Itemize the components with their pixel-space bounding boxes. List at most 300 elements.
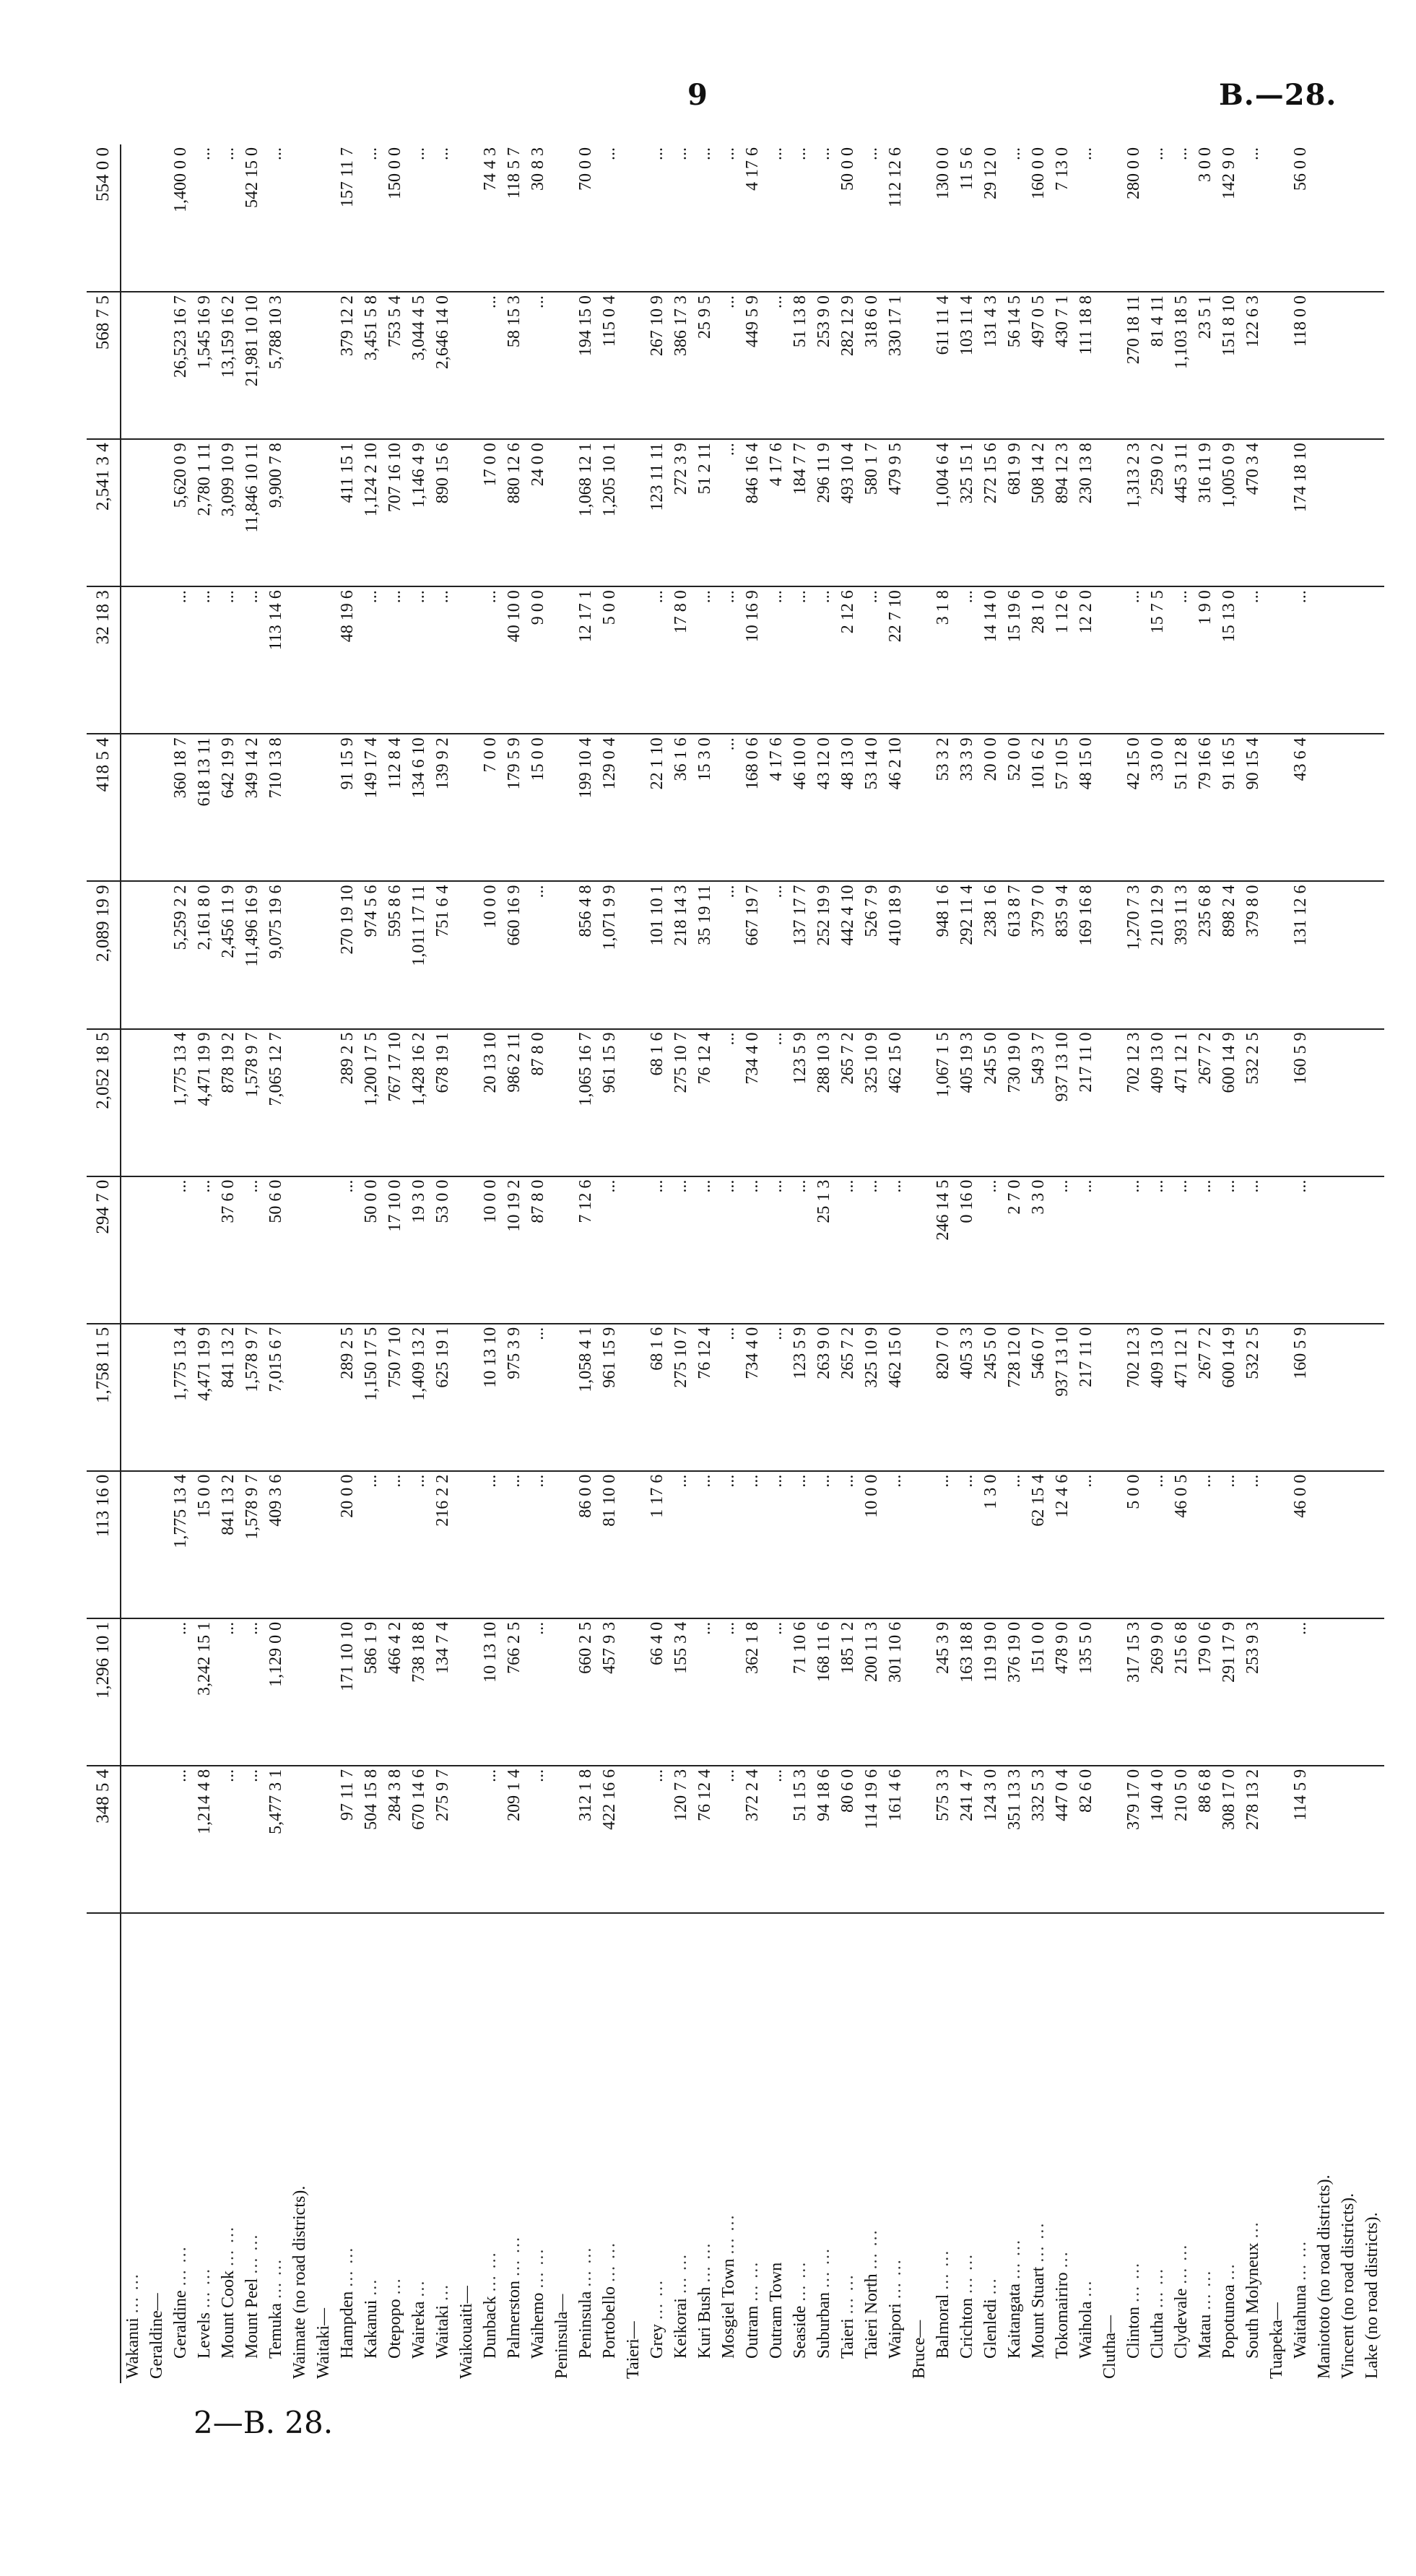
leader-dots: ... ... [338, 2246, 357, 2287]
value-cell: ... [789, 1176, 812, 1324]
district-name-cell [1003, 1913, 1027, 2383]
value-cell: 150 0 0 [383, 144, 407, 292]
district-name-cell [955, 1913, 979, 2383]
value-cell: 379 17 0 [1122, 1766, 1146, 1913]
value-cell: 284 3 8 [383, 1766, 407, 1913]
value-cell: 87 8 0 [526, 1029, 550, 1176]
value-cell: ... [765, 586, 789, 734]
value-cell: 278 13 2 [1241, 1766, 1265, 1913]
value-cell: ... [955, 586, 979, 734]
value-cell: ... [407, 586, 431, 734]
leader-dots: ... ... [266, 2258, 285, 2299]
value-cell: 51 15 3 [789, 1766, 812, 1913]
value-cell: ... [1003, 1471, 1027, 1618]
district-row [1289, 144, 1313, 2383]
district-name: Temuka [266, 2303, 285, 2359]
value-cell: 129 0 4 [598, 734, 622, 881]
leader-dots: ... ... [672, 2253, 690, 2294]
value-cell: 3 3 0 [1027, 1176, 1051, 1324]
county-row [312, 144, 336, 2383]
value-cell: 135 5 0 [1074, 1618, 1098, 1766]
value-cell: 70 0 0 [574, 144, 598, 292]
value-cell [908, 1618, 931, 1766]
district-name-cell [288, 1913, 312, 2383]
value-cell: 40 10 0 [503, 586, 526, 734]
district-name: Waihola [1077, 2301, 1095, 2359]
value-cell: 253 9 3 [1241, 1618, 1265, 1766]
value-cell: ... [240, 1176, 264, 1324]
value-cell [908, 881, 931, 1028]
value-cell: 58 15 3 [503, 292, 526, 439]
value-cell: 17 8 0 [669, 586, 693, 734]
value-cell: ... [717, 1324, 741, 1471]
value-cell: 160 5 9 [1289, 1324, 1313, 1471]
value-cell: 57 10 5 [1051, 734, 1074, 881]
value-cell: 678 19 1 [431, 1029, 455, 1176]
value-cell: ... [479, 586, 503, 734]
value-cell: 835 9 4 [1051, 881, 1074, 1028]
value-cell: 3 1 8 [931, 586, 955, 734]
value-cell [1360, 1471, 1384, 1618]
value-cell: ... [812, 586, 836, 734]
value-cell [145, 1618, 169, 1766]
district-name-cell [240, 1913, 264, 2383]
value-cell: 379 7 0 [1027, 881, 1051, 1028]
value-cell: 134 6 10 [407, 734, 431, 881]
value-cell: 68 1 6 [646, 1324, 669, 1471]
value-cell: 194 15 0 [574, 292, 598, 439]
value-cell: 1,775 13 4 [169, 1471, 193, 1618]
district-name-cell [431, 1913, 455, 2383]
value-cell: 123 5 9 [789, 1324, 812, 1471]
leader-dots: ... ... [1172, 2243, 1191, 2284]
value-cell [121, 144, 145, 292]
value-cell: 1,011 17 11 [407, 881, 431, 1028]
value-cell: ... [1241, 144, 1265, 292]
value-cell [288, 1176, 312, 1324]
value-cell: ... [1003, 144, 1027, 292]
value-cell [1098, 439, 1122, 586]
value-cell [312, 1176, 336, 1324]
value-cell: 130 0 0 [931, 144, 955, 292]
value-cell: 600 14 9 [1217, 1324, 1241, 1471]
total-cell: 2,541 3 4 [87, 439, 121, 586]
value-cell [1360, 1618, 1384, 1766]
value-cell: 157 11 7 [336, 144, 360, 292]
value-cell: 199 10 4 [574, 734, 598, 881]
value-cell: ... [431, 586, 455, 734]
value-cell [1313, 1176, 1337, 1324]
value-cell: ... [979, 1176, 1003, 1324]
value-cell [1337, 1471, 1360, 1618]
value-cell: ... [407, 144, 431, 292]
district-name-cell [1265, 1913, 1289, 2383]
value-cell: 504 15 8 [360, 1766, 383, 1913]
value-cell [145, 734, 169, 881]
value-cell: 101 6 2 [1027, 734, 1051, 881]
value-cell: ... [836, 1471, 860, 1618]
value-cell: ... [1217, 1176, 1241, 1324]
value-cell: ... [1217, 1471, 1241, 1618]
value-cell: 111 18 8 [1074, 292, 1098, 439]
value-cell: ... [1051, 1176, 1074, 1324]
value-cell: 56 14 5 [1003, 292, 1027, 439]
district-name-cell [908, 1913, 931, 2383]
value-cell: 168 11 6 [812, 1618, 836, 1766]
value-cell: 447 0 4 [1051, 1766, 1074, 1913]
district-name: Hampden [338, 2291, 357, 2359]
district-name: Taieri North [862, 2273, 881, 2359]
value-cell [455, 1324, 479, 1471]
value-cell: 1 12 6 [1051, 586, 1074, 734]
value-cell: 252 19 9 [812, 881, 836, 1028]
value-cell: 445 3 11 [1170, 439, 1194, 586]
value-cell: ... [526, 881, 550, 1028]
road-district-returns-table [87, 144, 1384, 2383]
value-cell: 542 15 0 [240, 144, 264, 292]
value-cell: 3,451 5 8 [360, 292, 383, 439]
district-name: Dunback [481, 2296, 500, 2359]
value-cell: 263 9 0 [812, 1324, 836, 1471]
value-cell: 275 10 7 [669, 1324, 693, 1471]
district-name-cell [1360, 1913, 1384, 2383]
leader-dots: ... [981, 2277, 1000, 2295]
district-name-cell [503, 1913, 526, 2383]
value-cell [145, 1471, 169, 1618]
value-cell [288, 1029, 312, 1176]
value-cell: 19 3 0 [407, 1176, 431, 1324]
leader-dots: ... ... [481, 2251, 500, 2292]
value-cell: 272 15 6 [979, 439, 1003, 586]
value-cell: 20 0 0 [336, 1471, 360, 1618]
county-row [1313, 144, 1337, 2383]
district-row [979, 144, 1003, 2383]
value-cell: ... [479, 292, 503, 439]
total-cell: 32 18 3 [87, 586, 121, 734]
district-name: Tuapeka— [1267, 2302, 1286, 2379]
value-cell: 292 11 4 [955, 881, 979, 1028]
value-cell: 134 7 4 [431, 1618, 455, 1766]
value-cell [622, 1029, 646, 1176]
value-cell: ... [955, 1471, 979, 1618]
value-cell: 1,150 17 5 [360, 1324, 383, 1471]
county-row [1360, 144, 1384, 2383]
value-cell: ... [884, 1176, 908, 1324]
value-cell: 1,058 4 1 [574, 1324, 598, 1471]
district-name-cell [1313, 1913, 1337, 2383]
value-cell: 29 12 0 [979, 144, 1003, 292]
leader-dots: ... [386, 2277, 404, 2295]
value-cell: 3,242 15 1 [193, 1618, 217, 1766]
value-cell: 5,788 10 3 [264, 292, 288, 439]
value-cell: 372 2 4 [741, 1766, 765, 1913]
value-cell: 74 4 3 [479, 144, 503, 292]
value-cell: 21,981 10 10 [240, 292, 264, 439]
value-cell: 139 9 2 [431, 734, 455, 881]
value-cell [1098, 586, 1122, 734]
value-cell [455, 881, 479, 1028]
value-cell [622, 586, 646, 734]
value-cell [1098, 1471, 1122, 1618]
value-cell: 11 5 6 [955, 144, 979, 292]
value-cell: 856 4 8 [574, 881, 598, 1028]
value-cell: ... [789, 144, 812, 292]
leader-dots: ... [1220, 2263, 1238, 2281]
value-cell [312, 1618, 336, 1766]
value-cell: 728 12 0 [1003, 1324, 1027, 1471]
district-row [1074, 144, 1098, 2383]
value-cell: ... [669, 1471, 693, 1618]
district-name-cell [193, 1913, 217, 2383]
totals-row [87, 144, 121, 2383]
district-name-cell [217, 1913, 240, 2383]
county-row [145, 144, 169, 2383]
district-name: Clinton [1124, 2306, 1143, 2359]
leader-dots: ... ... [600, 2242, 619, 2282]
value-cell [1337, 1324, 1360, 1471]
value-cell [1098, 1029, 1122, 1176]
value-cell: ... [860, 1176, 884, 1324]
district-row [789, 144, 812, 2383]
value-cell: 670 14 6 [407, 1766, 431, 1913]
total-cell: 2,052 18 5 [87, 1029, 121, 1176]
value-cell: 526 7 9 [860, 881, 884, 1028]
district-row [669, 144, 693, 2383]
district-name: Vincent (no road districts). [1339, 2193, 1358, 2379]
district-name: Mount Peel [243, 2278, 261, 2359]
value-cell: 94 18 6 [812, 1766, 836, 1913]
value-cell: 586 1 9 [360, 1618, 383, 1766]
district-name: Glenledi [981, 2299, 1000, 2359]
leader-dots: ... [1243, 2221, 1262, 2239]
value-cell [145, 439, 169, 586]
value-cell [455, 1471, 479, 1618]
value-cell: 422 16 6 [598, 1766, 622, 1913]
value-cell: 308 17 0 [1217, 1766, 1241, 1913]
leader-dots: ... ... [815, 2247, 833, 2288]
value-cell: 80 6 0 [836, 1766, 860, 1913]
value-cell [145, 1766, 169, 1913]
value-cell [455, 292, 479, 439]
district-name: Balmoral [934, 2294, 952, 2359]
value-cell: 52 0 0 [1003, 734, 1027, 881]
value-cell: 15 13 0 [1217, 586, 1241, 734]
returns-table-frame [87, 144, 1381, 2383]
value-cell: 316 11 9 [1194, 439, 1217, 586]
value-cell: 10 19 2 [503, 1176, 526, 1324]
district-row [336, 144, 360, 2383]
value-cell: 1,146 4 9 [407, 439, 431, 586]
value-cell: 986 2 11 [503, 1029, 526, 1176]
value-cell [121, 1324, 145, 1471]
value-cell: 1,545 16 9 [193, 292, 217, 439]
value-cell: 51 2 11 [693, 439, 717, 586]
value-cell: 22 1 10 [646, 734, 669, 881]
district-name: Waimate (no road districts). [290, 2185, 309, 2379]
value-cell: 140 4 0 [1146, 1766, 1170, 1913]
county-row [121, 144, 145, 2383]
value-cell [1265, 1029, 1289, 1176]
value-cell [288, 586, 312, 734]
value-cell: 449 5 9 [741, 292, 765, 439]
value-cell: 122 6 3 [1241, 292, 1265, 439]
district-name-cell [765, 1913, 789, 2383]
district-row [1194, 144, 1217, 2383]
district-name-cell [741, 1913, 765, 2383]
value-cell: ... [693, 1471, 717, 1618]
value-cell [622, 881, 646, 1028]
leader-dots: ... ... [1148, 2268, 1167, 2308]
value-cell [1313, 292, 1337, 439]
value-cell [1098, 1324, 1122, 1471]
value-cell: 411 15 1 [336, 439, 360, 586]
value-cell: ... [1194, 1471, 1217, 1618]
value-cell: 766 2 5 [503, 1618, 526, 1766]
value-cell: 13,159 16 2 [217, 292, 240, 439]
value-cell: 265 7 2 [836, 1324, 860, 1471]
district-row [884, 144, 908, 2383]
value-cell: 1,400 0 0 [169, 144, 193, 292]
county-row [622, 144, 646, 2383]
district-row [1241, 144, 1265, 2383]
value-cell: 253 9 0 [812, 292, 836, 439]
value-cell: 245 3 9 [931, 1618, 955, 1766]
value-cell: 118 5 7 [503, 144, 526, 292]
district-name-cell [479, 1913, 503, 2383]
value-cell: 667 19 7 [741, 881, 765, 1028]
value-cell: 1,065 16 7 [574, 1029, 598, 1176]
total-cell: 113 16 0 [87, 1471, 121, 1618]
value-cell: 734 4 0 [741, 1324, 765, 1471]
value-cell: 750 7 10 [383, 1324, 407, 1471]
value-cell: ... [193, 144, 217, 292]
value-cell: ... [717, 1029, 741, 1176]
value-cell [908, 439, 931, 586]
value-cell: ... [1074, 1176, 1098, 1324]
value-cell: 681 9 9 [1003, 439, 1027, 586]
value-cell: 595 8 6 [383, 881, 407, 1028]
value-cell: 114 5 9 [1289, 1766, 1313, 1913]
value-cell: ... [717, 1618, 741, 1766]
value-cell: 301 10 6 [884, 1618, 908, 1766]
value-cell: 5,259 2 2 [169, 881, 193, 1028]
value-cell [312, 586, 336, 734]
value-cell: 209 1 4 [503, 1766, 526, 1913]
value-cell: 820 7 0 [931, 1324, 955, 1471]
district-name-cell [669, 1913, 693, 2383]
value-cell [622, 1471, 646, 1618]
value-cell [622, 439, 646, 586]
value-cell: 738 18 8 [407, 1618, 431, 1766]
leader-dots: ... ... [195, 2268, 214, 2309]
district-row [765, 144, 789, 2383]
value-cell [455, 586, 479, 734]
county-row [1098, 144, 1122, 2383]
value-cell [121, 1471, 145, 1618]
leader-dots: ... ... [171, 2245, 190, 2286]
value-cell: 17 10 0 [383, 1176, 407, 1324]
value-cell [908, 1176, 931, 1324]
value-cell: ... [765, 1324, 789, 1471]
rotated-table-container [87, 144, 1381, 2383]
district-name-cell [789, 1913, 812, 2383]
district-name: Grey [648, 2324, 666, 2359]
value-cell: 1,313 2 3 [1122, 439, 1146, 586]
value-cell [1360, 1176, 1384, 1324]
value-cell: 267 10 9 [646, 292, 669, 439]
value-cell: ... [526, 1766, 550, 1913]
value-cell [121, 734, 145, 881]
leader-dots: ... [433, 2283, 452, 2301]
value-cell: 76 12 4 [693, 1029, 717, 1176]
value-cell [312, 1029, 336, 1176]
value-cell: 15 0 0 [193, 1471, 217, 1618]
district-name-cell [574, 1913, 598, 2383]
value-cell: ... [360, 1471, 383, 1618]
district-name: Tokomairiro [1053, 2272, 1072, 2359]
value-cell: 7,065 12 7 [264, 1029, 288, 1176]
district-row [360, 144, 383, 2383]
district-name: Mosgiel Town [719, 2258, 738, 2359]
value-cell: ... [765, 881, 789, 1028]
value-cell: 245 5 0 [979, 1029, 1003, 1176]
value-cell: 289 2 5 [336, 1029, 360, 1176]
value-cell: ... [336, 1176, 360, 1324]
value-cell: 12 17 1 [574, 586, 598, 734]
value-cell [121, 439, 145, 586]
value-cell: 215 6 8 [1170, 1618, 1194, 1766]
district-row [598, 144, 622, 2383]
value-cell [288, 292, 312, 439]
value-cell: 4 17 6 [741, 144, 765, 292]
value-cell: 1,103 18 5 [1170, 292, 1194, 439]
value-cell: 2,646 14 0 [431, 292, 455, 439]
value-cell: 961 15 9 [598, 1029, 622, 1176]
value-cell: 611 11 4 [931, 292, 955, 439]
value-cell [1313, 144, 1337, 292]
value-cell: 898 2 4 [1217, 881, 1241, 1028]
value-cell: 948 1 6 [931, 881, 955, 1028]
value-cell [1313, 1766, 1337, 1913]
value-cell: 20 13 10 [479, 1029, 503, 1176]
leader-dots: ... ... [1005, 2239, 1024, 2280]
value-cell: 349 14 2 [240, 734, 264, 881]
value-cell [1265, 144, 1289, 292]
value-cell: ... [717, 1176, 741, 1324]
value-cell: 710 13 8 [264, 734, 288, 881]
district-name: Lake (no road districts). [1363, 2212, 1381, 2379]
value-cell [1337, 734, 1360, 881]
value-cell [550, 586, 574, 734]
value-cell: 91 16 5 [1217, 734, 1241, 881]
value-cell: 409 3 6 [264, 1471, 288, 1618]
value-cell: 532 2 5 [1241, 1029, 1265, 1176]
district-name: Clutha [1148, 2312, 1167, 2359]
district-name: Geraldine— [147, 2293, 166, 2379]
value-cell: 575 3 3 [931, 1766, 955, 1913]
value-cell: 46 0 5 [1170, 1471, 1194, 1618]
value-cell: ... [383, 1471, 407, 1618]
value-cell [1098, 292, 1122, 439]
value-cell [908, 1029, 931, 1176]
value-cell [1265, 881, 1289, 1028]
value-cell: ... [765, 1471, 789, 1618]
value-cell: 767 17 10 [383, 1029, 407, 1176]
value-cell: 62 15 4 [1027, 1471, 1051, 1618]
value-cell: 82 6 0 [1074, 1766, 1098, 1913]
value-cell: 325 10 9 [860, 1029, 884, 1176]
value-cell: 53 14 0 [860, 734, 884, 881]
